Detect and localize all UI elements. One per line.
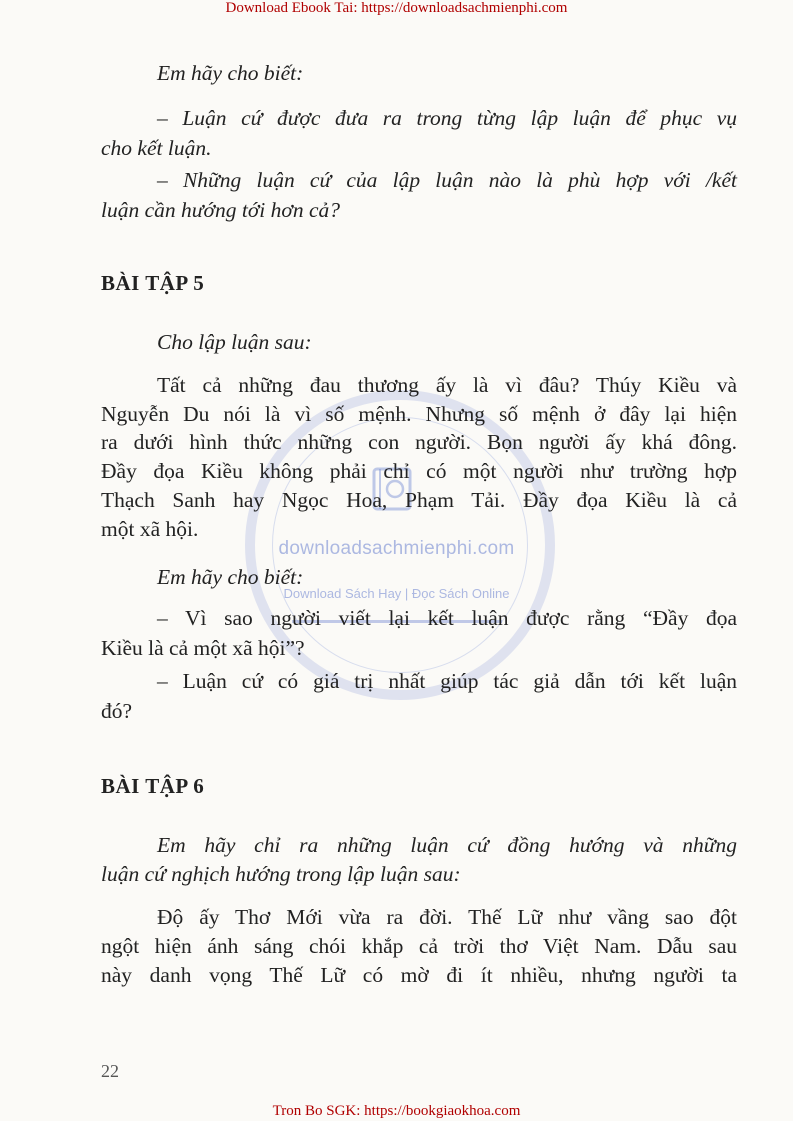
exercise-5-para-line2: Nguyễn Du nói là vì số mệnh. Nhưng số mệnh ở đây lại hiện bbox=[101, 402, 737, 426]
exercise-5-para-line6: một xã hội. bbox=[101, 517, 199, 541]
header-download-link[interactable]: Download Ebook Tai: https://downloadsachmienphi.com bbox=[225, 0, 568, 16]
page-number: 22 bbox=[101, 1061, 119, 1081]
exercise-6-para-line1: Độ ấy Thơ Mới vừa ra đời. Thế Lữ như vầng sao đột bbox=[157, 905, 737, 929]
intro-q1-line2: cho kết luận. bbox=[101, 136, 212, 160]
watermark-subtitle: Download Sách Hay | Đọc Sách Online bbox=[283, 586, 510, 601]
exercise-6-lead-line1: Em hãy chỉ ra những luận cứ đồng hướng và những bbox=[157, 833, 737, 857]
exercise-5-para-line1: Tất cả những đau thương ấy là vì đâu? Thúy Kiều và bbox=[157, 373, 737, 397]
intro-lead: Em hãy cho biết: bbox=[157, 61, 304, 85]
intro-q2-line2: luận cần hướng tới hơn cả? bbox=[101, 198, 341, 222]
exercise-5-q2-line2: đó? bbox=[101, 699, 133, 723]
exercise-5-lead2: Em hãy cho biết: bbox=[157, 565, 304, 589]
watermark-title: downloadsachmienphi.com bbox=[278, 538, 515, 559]
footer-sgk-link[interactable]: Tron Bo SGK: https://bookgiaokhoa.com bbox=[272, 1103, 521, 1119]
intro-q2-line1: – Những luận cứ của lập luận nào là phù hợp với /kết bbox=[157, 168, 737, 192]
exercise-6-para-line2: ngột hiện ánh sáng chói khắp cả trời thơ Việt Nam. Dẫu sau bbox=[101, 934, 737, 958]
exercise-6-para-line3: này danh vọng Thế Lữ có mờ đi ít nhiều, nhưng người ta bbox=[101, 963, 737, 987]
exercise-5-q1-line1: – Vì sao người viết lại kết luận được rằng “Đầy đọa bbox=[157, 606, 737, 630]
exercise-5-para-line4: Đầy đọa Kiều không phải chỉ có một người như trường hợp bbox=[101, 459, 737, 483]
exercise-6-heading: BÀI TẬP 6 bbox=[101, 774, 205, 798]
intro-q1-line1: – Luận cứ được đưa ra trong từng lập luận để phục vụ bbox=[157, 106, 737, 130]
exercise-5-heading: BÀI TẬP 5 bbox=[101, 271, 205, 295]
exercise-5-q2-line1: – Luận cứ có giá trị nhất giúp tác giả dẫn tới kết luận bbox=[157, 669, 737, 693]
exercise-5-para-line5: Thạch Sanh hay Ngọc Hoa, Phạm Tải. Đầy đọa Kiều là cả bbox=[101, 488, 737, 512]
exercise-5-lead: Cho lập luận sau: bbox=[157, 330, 312, 354]
exercise-5-para-line3: ra dưới hình thức những con người. Bọn người ấy khá đông. bbox=[101, 430, 737, 454]
exercise-6-lead-line2: luận cứ nghịch hướng trong lập luận sau: bbox=[101, 862, 461, 886]
exercise-5-q1-line2: Kiều là cả một xã hội”? bbox=[101, 636, 305, 660]
